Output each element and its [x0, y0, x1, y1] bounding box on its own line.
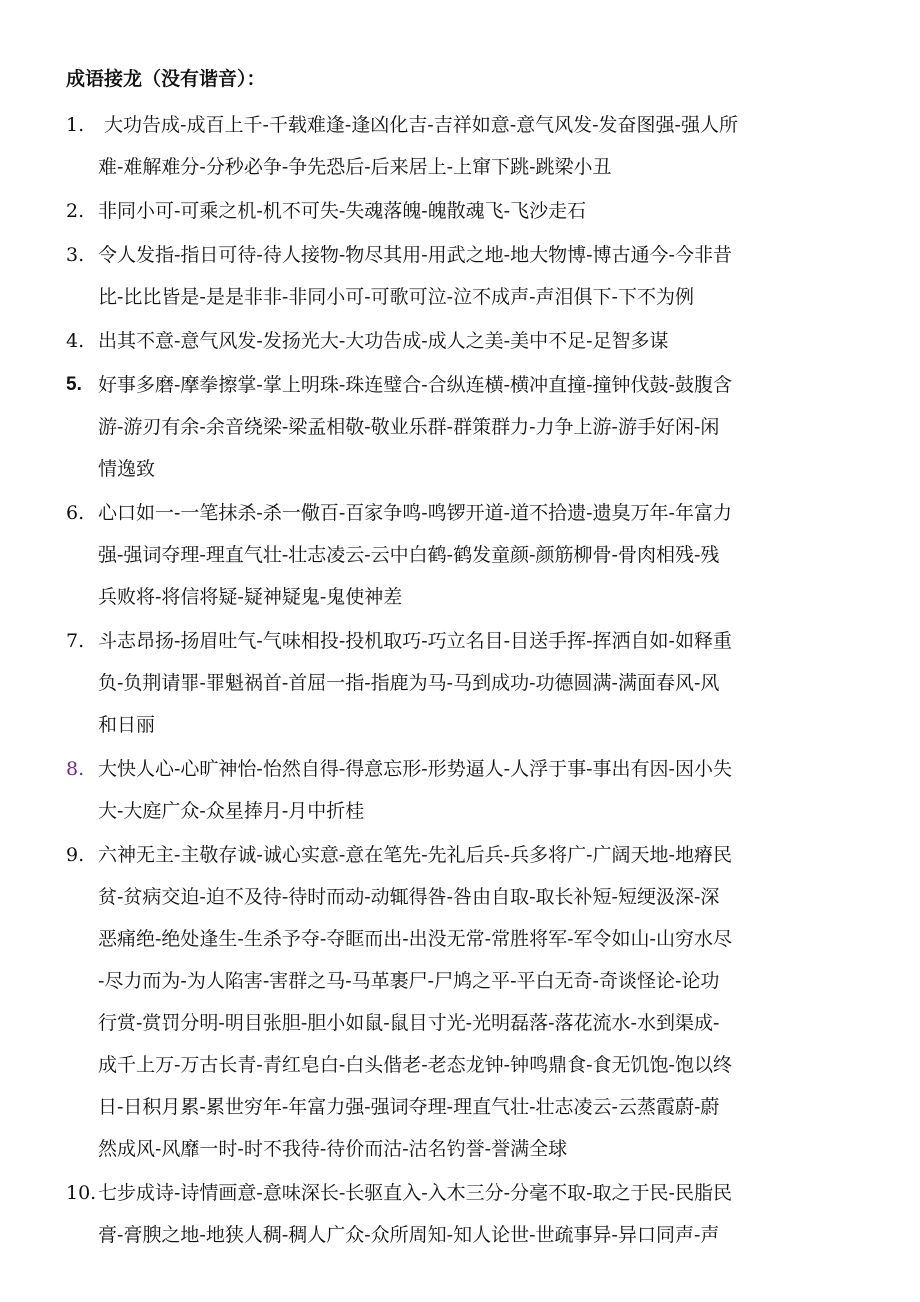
item-line: 负-负荆请罪-罪魁祸首-首屈一指-指鹿为马-马到成功-功德圆满-满面春风-风: [98, 672, 720, 694]
item-line: 贫-贫病交迫-迫不及待-待时而动-动辄得咎-咎由自取-取长补短-短绠汲深-深: [98, 886, 720, 908]
item-line: 比-比比皆是-是是非非-非同小可-可歌可泣-泣不成声-声泪俱下-下不为例: [98, 286, 694, 308]
list-item-4: [66, 320, 866, 362]
item-number: 6.: [66, 502, 85, 524]
item-line: 情逸致: [98, 458, 156, 480]
item-line: 令人发指-指日可待-待人接物-物尽其用-用武之地-地大物博-博古通今-今非昔: [98, 244, 732, 266]
item-line: 非同小可-可乘之机-机不可失-失魂落魄-魄散魂飞-飞沙走石: [98, 200, 587, 222]
item-line: 和日丽: [98, 714, 156, 736]
item-number: 8.: [66, 758, 85, 780]
item-number: 1.: [66, 114, 85, 136]
item-line: 心口如一-一笔抹杀-杀一儆百-百家争鸣-鸣锣开道-道不拾遗-遗臭万年-年富力: [98, 502, 732, 524]
list-item-10: [66, 1172, 866, 1256]
item-line: -尽力而为-为人陷害-害群之马-马革裹尸-尸鸠之平-平白无奇-奇谈怪论-论功: [98, 970, 720, 992]
item-line: 大功告成-成百上千-千载难逢-逢凶化吉-吉祥如意-意气风发-发奋图强-强人所: [98, 114, 738, 136]
item-line: 斗志昂扬-扬眉吐气-气味相投-投机取巧-巧立名目-目送手挥-挥洒自如-如释重: [98, 630, 732, 652]
item-line: 然成风-风靡一时-时不我待-待价而沽-沽名钓誉-誉满全球: [98, 1138, 568, 1160]
item-line: 恶痛绝-绝处逢生-生杀予夺-夺眶而出-出没无常-常胜将军-军令如山-山穷水尽: [98, 928, 732, 950]
document-title: 成语接龙（没有谐音）：: [66, 68, 266, 90]
list-item-9: [66, 834, 866, 1170]
item-line: 成千上万-万古长青-青红皂白-白头偕老-老态龙钟-钟鸣鼎食-食无饥饱-饱以终: [98, 1054, 732, 1076]
list-item-6: [66, 492, 866, 618]
list-item-5: [66, 364, 866, 490]
list-item-2: [66, 190, 866, 232]
item-number: 5.: [66, 374, 82, 395]
list-item-3: [66, 234, 866, 318]
list-item-8: [66, 748, 866, 832]
item-line: 大快人心-心旷神怡-怡然自得-得意忘形-形势逼人-人浮于事-事出有因-因小失: [98, 758, 732, 780]
list-item-7: [66, 620, 866, 746]
item-line: 六神无主-主敬存诚-诚心实意-意在笔先-先礼后兵-兵多将广-广阔天地-地瘠民: [98, 844, 732, 866]
item-line: 行赏-赏罚分明-明目张胆-胆小如鼠-鼠目寸光-光明磊落-落花流水-水到渠成-: [98, 1012, 720, 1034]
item-number: 3.: [66, 244, 85, 266]
list-item-1: [66, 104, 866, 188]
item-line: 强-强词夺理-理直气壮-壮志凌云-云中白鹤-鹤发童颜-颜筋柳骨-骨肉相残-残: [98, 544, 720, 566]
item-line: 出其不意-意气风发-发扬光大-大功告成-成人之美-美中不足-足智多谋: [98, 330, 669, 352]
item-line: 七步成诗-诗情画意-意味深长-长驱直入-入木三分-分毫不取-取之于民-民脂民: [98, 1182, 732, 1204]
item-line: 大-大庭广众-众星捧月-月中折桂: [98, 800, 365, 822]
item-number: 7.: [66, 630, 85, 652]
item-number: 9.: [66, 844, 85, 866]
item-line: 难-难解难分-分秒必争-争先恐后-后来居上-上窜下跳-跳梁小丑: [98, 156, 612, 178]
item-number: 2.: [66, 200, 85, 222]
item-number: 4.: [66, 330, 85, 352]
item-number: 10.: [66, 1182, 97, 1204]
idiom-chain-list: [66, 104, 866, 1256]
item-line: 好事多磨-摩拳擦掌-掌上明珠-珠连璧合-合纵连横-横冲直撞-撞钟伐鼓-鼓腹含: [98, 374, 732, 396]
item-line: 兵败将-将信将疑-疑神疑鬼-鬼使神差: [98, 586, 403, 608]
item-line: 日-日积月累-累世穷年-年富力强-强词夺理-理直气壮-壮志凌云-云蒸霞蔚-蔚: [98, 1096, 720, 1118]
item-line: 膏-膏腴之地-地狭人稠-稠人广众-众所周知-知人论世-世疏事异-异口同声-声: [98, 1224, 720, 1246]
item-line: 游-游刃有余-余音绕梁-梁孟相敬-敬业乐群-群策群力-力争上游-游手好闲-闲: [98, 416, 720, 438]
